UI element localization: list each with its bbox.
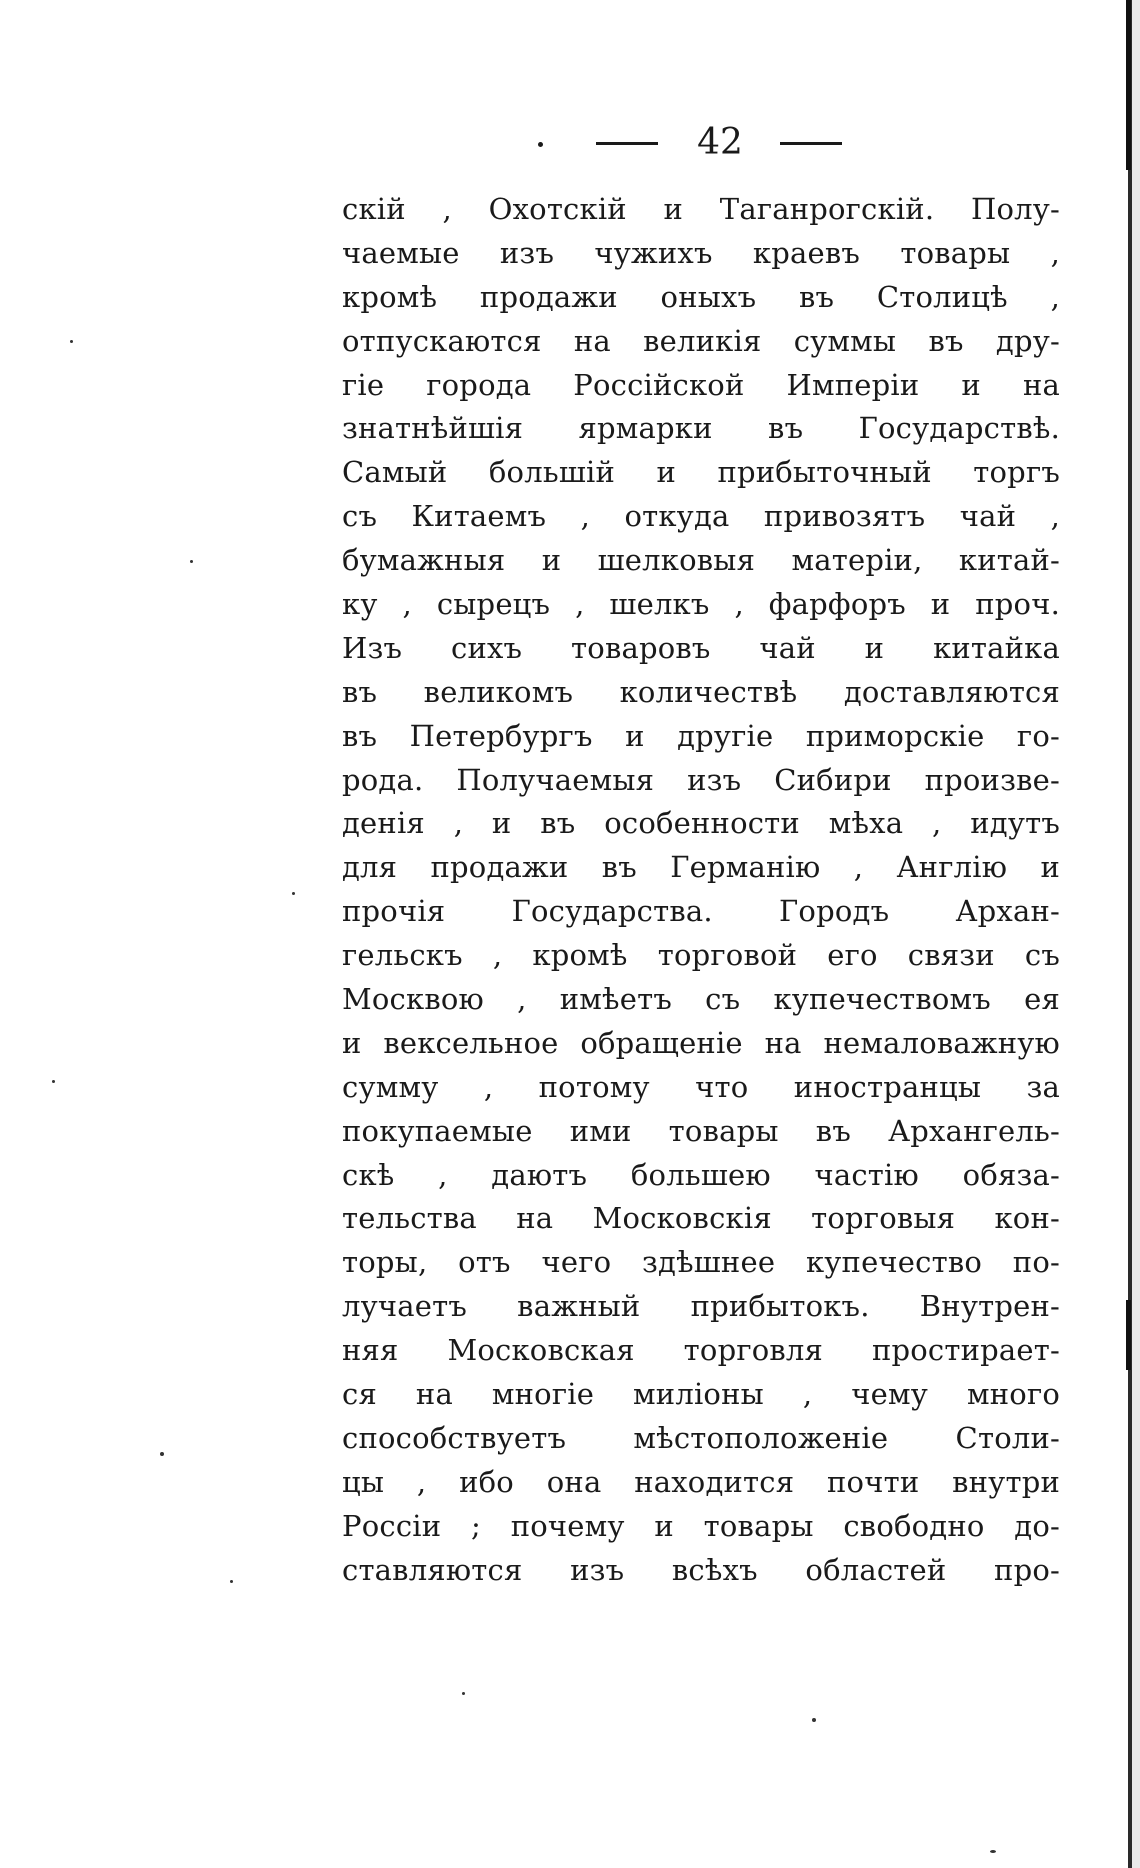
text-line: прочія Государства. Городъ Архан- xyxy=(342,894,1060,929)
text-line: ся на многіе миліоны , чему много xyxy=(342,1377,1060,1412)
text-line: гіе города Россійской Имперіи и на xyxy=(342,367,1060,402)
binding-edge-mark-bottom xyxy=(1126,1300,1131,1370)
text-line: гельскъ , кромѣ торговой его связи съ xyxy=(342,938,1060,973)
text-line: няя Московская торговля простирает- xyxy=(342,1333,1060,1368)
text-line: съ Китаемъ , откуда привозятъ чай , xyxy=(342,499,1060,534)
text-line: въ великомъ количествѣ доставляются xyxy=(342,674,1060,709)
text-line: торы, отъ чего здѣшнее купечество по- xyxy=(342,1245,1060,1280)
scan-speck xyxy=(990,1850,996,1853)
text-line: ставляются изъ всѣхъ областей про- xyxy=(342,1552,1060,1587)
text-line: для продажи въ Германію , Англію и xyxy=(342,850,1060,885)
text-line: сумму , потому что иностранцы за xyxy=(342,1069,1060,1104)
page-number: 42 xyxy=(697,122,743,163)
text-line: скій , Охотскій и Таганрогскій. Полу- xyxy=(342,192,1060,226)
scan-speck xyxy=(292,892,295,895)
text-line: способствуетъ мѣстоположеніе Столи- xyxy=(342,1420,1060,1455)
text-line: лучаетъ важный прибытокъ. Внутрен- xyxy=(342,1289,1060,1324)
scan-speck xyxy=(812,1718,816,1722)
header-dash-left xyxy=(596,142,658,145)
running-head xyxy=(0,120,1140,170)
text-line: отпускаются на великія суммы въ дру- xyxy=(342,323,1060,358)
page-edge-shadow xyxy=(1132,0,1140,1868)
text-line: скѣ , даютъ большею частію обяза- xyxy=(342,1157,1060,1192)
body-text xyxy=(342,188,1060,1593)
text-line: въ Петербургъ и другіе приморскіе го- xyxy=(342,718,1060,753)
scan-speck xyxy=(160,1452,164,1456)
text-line: бумажныя и шелковыя матеріи, китай- xyxy=(342,543,1060,578)
text-line: Россіи ; почему и товары свободно до- xyxy=(342,1508,1060,1543)
text-line: рода. Получаемыя изъ Сибири произве- xyxy=(342,762,1060,797)
text-line: чаемые изъ чужихъ краевъ товары , xyxy=(342,235,1060,270)
text-line: ку , сырецъ , шелкъ , фарфоръ и проч. xyxy=(342,587,1060,622)
text-line: и вексельное обращеніе на немаловажную xyxy=(342,1025,1060,1060)
binding-edge-line xyxy=(1128,0,1132,1868)
scan-speck xyxy=(52,1080,55,1083)
text-line: покупаемые ими товары въ Архангель- xyxy=(342,1113,1060,1148)
scan-speck xyxy=(230,1580,233,1583)
text-line: Москвою , имѣетъ съ купечествомъ ея xyxy=(342,982,1060,1017)
header-dash-right xyxy=(780,142,842,145)
text-line: Изъ сихъ товаровъ чай и китайка xyxy=(342,630,1060,665)
header-dot xyxy=(538,142,543,147)
scan-speck xyxy=(190,560,193,563)
text-line: цы , ибо она находится почти внутри xyxy=(342,1464,1060,1499)
text-line: Самый большій и прибыточный торгъ xyxy=(342,455,1060,490)
scan-speck xyxy=(70,340,73,343)
text-line: денія , и въ особенности мѣха , идутъ xyxy=(342,806,1060,841)
text-line: тельства на Московскія торговыя кон- xyxy=(342,1201,1060,1236)
scan-speck xyxy=(462,1692,465,1695)
text-line: знатнѣйшія ярмарки въ Государствѣ. xyxy=(342,411,1060,446)
text-line: кромѣ продажи оныхъ въ Столицѣ , xyxy=(342,279,1060,314)
